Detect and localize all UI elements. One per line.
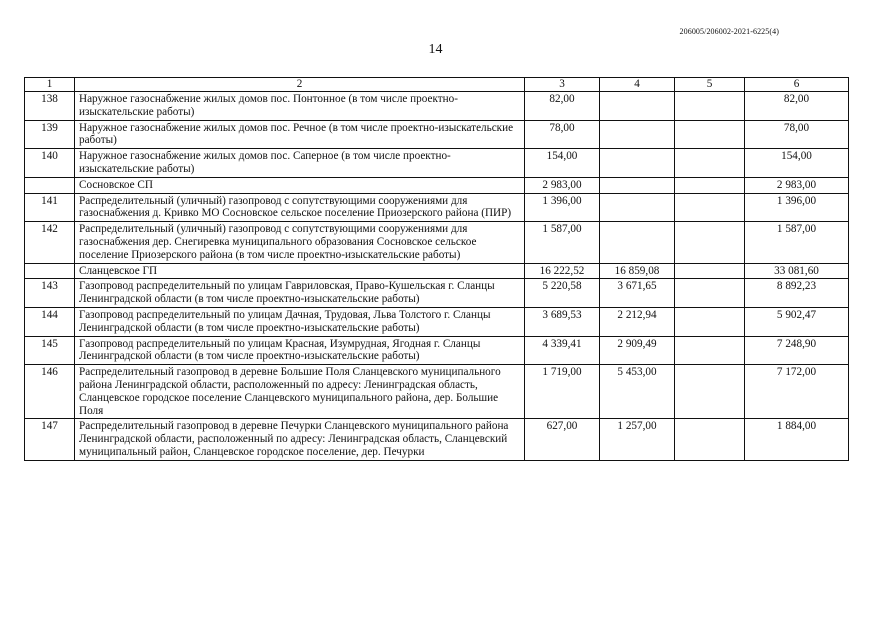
row-name-cell: Распределительный газопровод в деревне Большие Поля Сланцевского муниципального района Ленинградской области, расположенный по адресу: Ленинградская область, Сланцевское городское поселение Сланцевского муниципального района, дер. Большие Поля [75, 365, 525, 419]
row-number-cell [25, 263, 75, 279]
table-row [25, 419, 849, 460]
header-cell-5: 5 [675, 78, 745, 92]
header-cell-3: 3 [525, 78, 600, 92]
row-number-cell: 145 [25, 336, 75, 365]
row-col4-cell: 5 453,00 [600, 365, 675, 419]
row-col4-cell [600, 149, 675, 178]
row-col6-cell: 78,00 [745, 120, 849, 149]
row-number-cell [25, 177, 75, 193]
row-number-cell: 141 [25, 193, 75, 222]
row-name-cell: Распределительный (уличный) газопровод с сопутствующими сооружениями для газоснабжения д. Кривко МО Сосновское сельское поселение Приозерского района (ПИР) [75, 193, 525, 222]
row-col3-cell: 16 222,52 [525, 263, 600, 279]
row-name-cell: Наружное газоснабжение жилых домов пос. Речное (в том числе проектно-изыскательские работы) [75, 120, 525, 149]
row-col3-cell: 5 220,58 [525, 279, 600, 308]
row-col5-cell [675, 120, 745, 149]
row-col4-cell: 1 257,00 [600, 419, 675, 460]
row-number-cell: 146 [25, 365, 75, 419]
table-row [25, 120, 849, 149]
row-col3-cell: 3 689,53 [525, 307, 600, 336]
row-col6-cell: 33 081,60 [745, 263, 849, 279]
row-number-cell: 147 [25, 419, 75, 460]
row-name-cell: Наружное газоснабжение жилых домов пос. Понтонное (в том числе проектно-изыскательские работы) [75, 92, 525, 121]
row-col5-cell [675, 149, 745, 178]
row-col6-cell: 154,00 [745, 149, 849, 178]
row-col6-cell: 5 902,47 [745, 307, 849, 336]
row-col3-cell: 4 339,41 [525, 336, 600, 365]
header-cell-1: 1 [25, 78, 75, 92]
row-col5-cell [675, 336, 745, 365]
row-col6-cell: 82,00 [745, 92, 849, 121]
row-col5-cell [675, 263, 745, 279]
row-name-cell: Сосновское СП [75, 177, 525, 193]
table-row [25, 177, 849, 193]
row-number-cell: 143 [25, 279, 75, 308]
table-row [25, 222, 849, 263]
document-registration-number: 206005/206002-2021-6225(4) [679, 27, 779, 36]
row-col4-cell: 2 212,94 [600, 307, 675, 336]
row-col6-cell: 7 172,00 [745, 365, 849, 419]
row-col4-cell: 3 671,65 [600, 279, 675, 308]
row-col5-cell [675, 193, 745, 222]
row-number-cell: 138 [25, 92, 75, 121]
row-name-cell: Распределительный газопровод в деревне Печурки Сланцевского муниципального района Ленинградской области, расположенный по адресу: Ленинградская область, Сланцевский муниципальный район, Сланцевское городское поселение, дер. Печурки [75, 419, 525, 460]
row-col5-cell [675, 92, 745, 121]
row-number-cell: 142 [25, 222, 75, 263]
row-col5-cell [675, 222, 745, 263]
row-col4-cell: 16 859,08 [600, 263, 675, 279]
row-col6-cell: 1 396,00 [745, 193, 849, 222]
row-col5-cell [675, 279, 745, 308]
row-name-cell: Газопровод распределительный по улицам Гавриловская, Право-Кушельская г. Сланцы Ленинградской области (в том числе проектно-изыскательские работы) [75, 279, 525, 308]
row-col6-cell: 8 892,23 [745, 279, 849, 308]
row-col4-cell [600, 92, 675, 121]
header-cell-6: 6 [745, 78, 849, 92]
table-row [25, 365, 849, 419]
row-col6-cell: 7 248,90 [745, 336, 849, 365]
row-col5-cell [675, 177, 745, 193]
row-number-cell: 144 [25, 307, 75, 336]
row-col5-cell [675, 307, 745, 336]
table-row [25, 149, 849, 178]
row-col3-cell: 1 587,00 [525, 222, 600, 263]
row-col3-cell: 2 983,00 [525, 177, 600, 193]
row-col5-cell [675, 419, 745, 460]
table-row [25, 279, 849, 308]
row-name-cell: Сланцевское ГП [75, 263, 525, 279]
row-col3-cell: 82,00 [525, 92, 600, 121]
row-col3-cell: 78,00 [525, 120, 600, 149]
row-col4-cell: 2 909,49 [600, 336, 675, 365]
table-row [25, 336, 849, 365]
row-name-cell: Распределительный (уличный) газопровод с сопутствующими сооружениями для газоснабжения дер. Снегиревка муниципального образования Сосновское сельское поселение Приозерского района (в том числе проектно-изыскательские работы) [75, 222, 525, 263]
row-col4-cell [600, 193, 675, 222]
table-row [25, 307, 849, 336]
row-col3-cell: 1 396,00 [525, 193, 600, 222]
row-col3-cell: 627,00 [525, 419, 600, 460]
row-name-cell: Газопровод распределительный по улицам Дачная, Трудовая, Льва Толстого г. Сланцы Ленинградской области (в том числе проектно-изыскательские работы) [75, 307, 525, 336]
page-number: 14 [428, 42, 443, 57]
row-col6-cell: 2 983,00 [745, 177, 849, 193]
row-col3-cell: 154,00 [525, 149, 600, 178]
row-number-cell: 139 [25, 120, 75, 149]
table-row [25, 263, 849, 279]
row-name-cell: Наружное газоснабжение жилых домов пос. Саперное (в том числе проектно-изыскательские работы) [75, 149, 525, 178]
header-cell-2: 2 [75, 78, 525, 92]
row-col6-cell: 1 587,00 [745, 222, 849, 263]
table-row [25, 193, 849, 222]
table-header-row [25, 78, 849, 92]
row-col4-cell [600, 120, 675, 149]
row-number-cell: 140 [25, 149, 75, 178]
row-col6-cell: 1 884,00 [745, 419, 849, 460]
row-col5-cell [675, 365, 745, 419]
row-name-cell: Газопровод распределительный по улицам Красная, Изумрудная, Ягодная г. Сланцы Ленинградской области (в том числе проектно-изыскательские работы) [75, 336, 525, 365]
table-row [25, 92, 849, 121]
row-col4-cell [600, 222, 675, 263]
header-cell-4: 4 [600, 78, 675, 92]
row-col3-cell: 1 719,00 [525, 365, 600, 419]
budget-table [24, 77, 849, 461]
row-col4-cell [600, 177, 675, 193]
